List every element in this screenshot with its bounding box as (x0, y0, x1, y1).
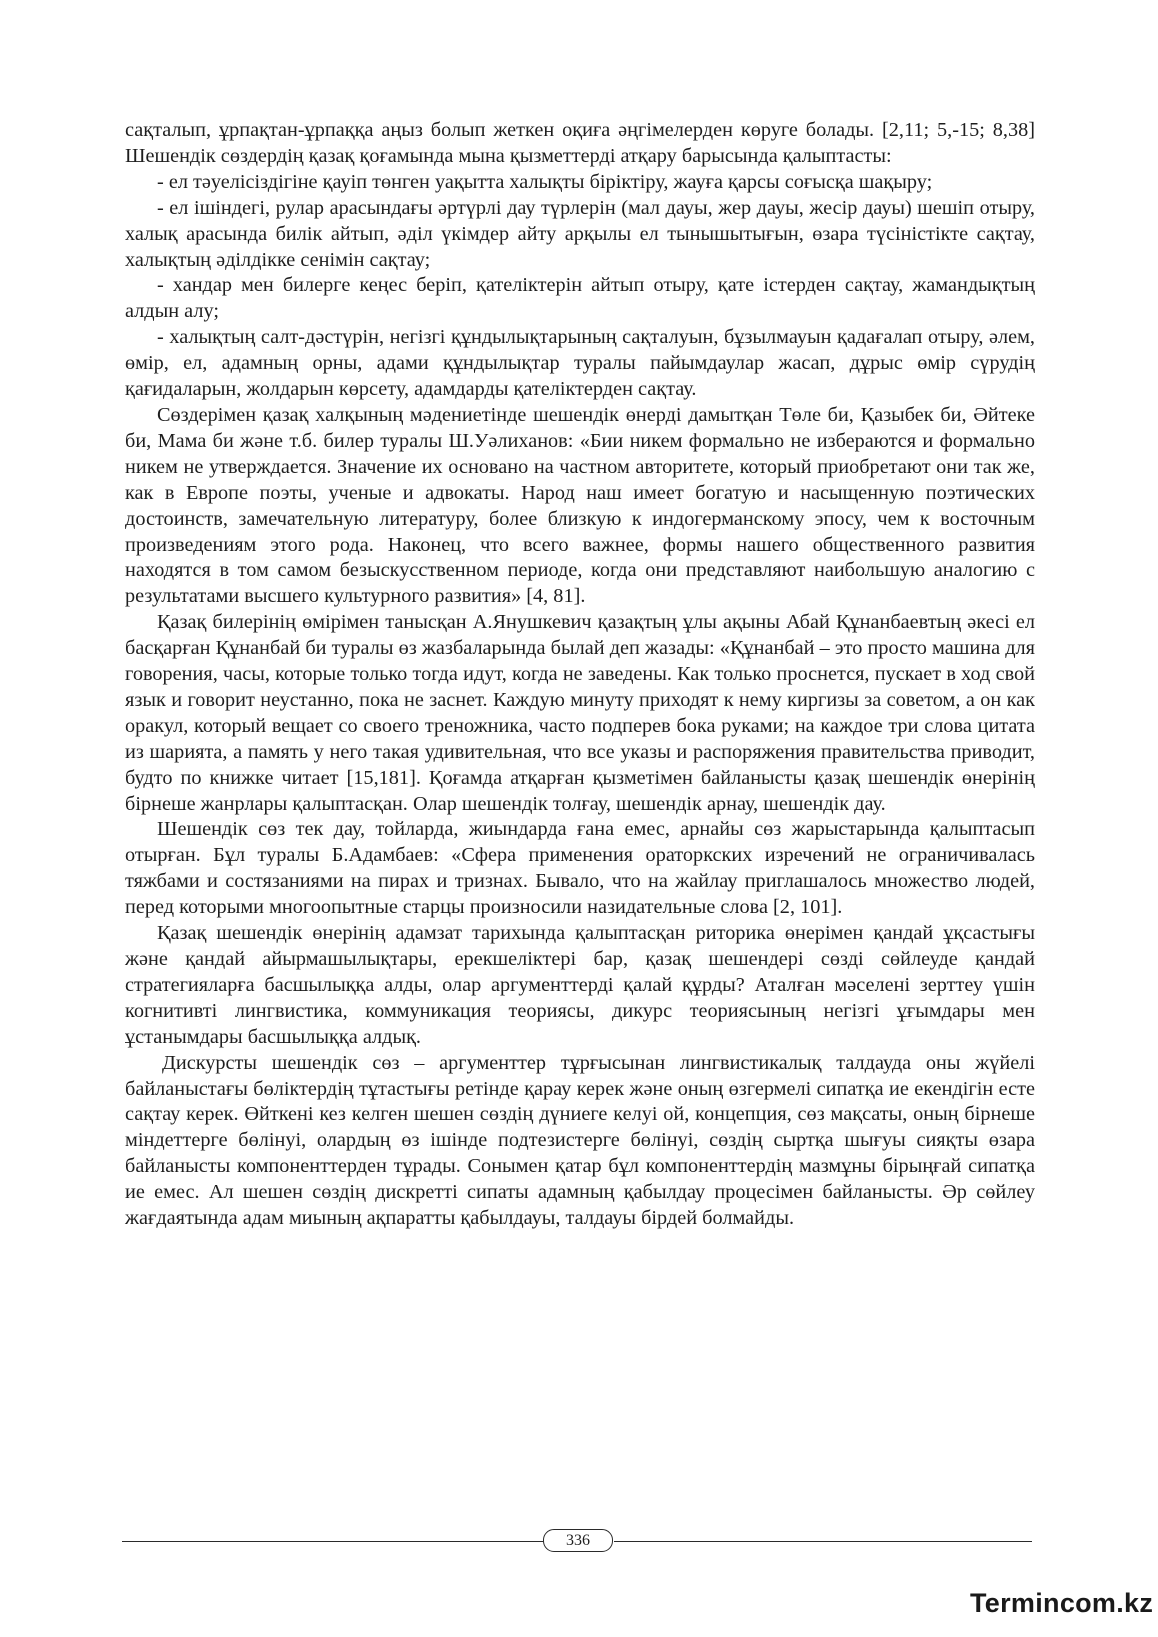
body-text (125, 118, 1035, 1232)
paragraph: Сөздерімен қазақ халқының мәдениетінде шешендік өнерді дамытқан Төле би, Қазыбек би, Әйтеке би, Мама би және т.б. билер туралы Ш.Уәлиханов: «Бии никем формально не избераются и формально никем не утверждается. Значение их основано на частном авторитете, который приобретают они так же, как в Европе поэты, ученые и адвокаты. Народ наш имеет богатую и насыщенную поэтических достоинств, замечательную литературу, более близкую к индогерманскому эпосу, чем к восточным произведениям этого рода. Наконец, что всего важнее, формы нашего общественного развития находятся в том самом безыскусственном периоде, когда они представляют наибольшую аналогию с результатами высшего культурного развития» [4, 81]. (125, 403, 1035, 608)
list-item: - ел тәуелісіздігіне қауіп төнген уақытта халықты біріктіру, жауға қарсы соғысқа шақыру; (157, 170, 933, 193)
list-item: - хандар мен билерге кеңес беріп, қателіктерін айтып отыру, қате істерден сақтау, жамандықтың алдын алу; (125, 274, 1035, 323)
paragraph: сақталып, ұрпақтан-ұрпаққа аңыз болып жеткен оқиға әңгімелерден көруге болады. [2,11; 5,-15; 8,38] Шешендік сөздердің қазақ қоғамында мына қызметтерді атқару барысында қалыптасты: (125, 119, 1035, 167)
watermark-logo (940, 1578, 1152, 1628)
paragraph: Шешендік сөз тек дау, тойларда, жиындарда ғана емес, арнайы сөз жарыстарында қалыптасып отырған. Бұл туралы Б.Адамбаев: «Сфера применения ораторкских изречений не ограничивалась тяжбами и состязаниями на пирах и тризнах. Бывало, что на жайлау приглашалось множество людей, перед которыми многоопытные старцы произносили назидательные слова [2, 101]. (125, 818, 1035, 919)
paragraph: Қазақ шешендік өнерінің адамзат тарихында қалыптасқан риторика өнерімен қандай ұқсастығы және қандай айырмашылықтары, ерекшеліктері бар, қазақ шешендері сөзді сөйлеуде қандай стратегияларға басшылыққа алды, олар аргументтерді қалай құрды? Аталған мәселені зерттеу үшін когнитивті лингвистика, коммуникация теориясы, дикурс теориясының негізгі ұғымдары мен ұстанымдары басшылыққа алдық. (125, 922, 1035, 1048)
page-number: 336 (543, 1529, 613, 1552)
footer-rule-right (614, 1541, 1032, 1542)
footer-rule-left (122, 1541, 544, 1542)
paragraph: Дискурсты шешендік сөз – аргументтер тұрғысынан лингвистикалық талдауда оны жүйелі байланыстағы бөліктердің тұтастығы ретінде қарау керек және оның өзгермелі сипатқа ие екендігін есте сақтау керек. Өйткені кез келген шешен сөздің дүниеге келуі ой, концепция, сөз мақсаты, оның бірнеше міндеттерге бөлінуі, олардың өз ішінде подтезистерге бөлінуі, сөздің сыртқа шығуы сияқты өзара байланысты компоненттерден тұрады. Сонымен қатар бұл компоненттердің мазмұны бірыңғай сипатқа ие емес. Ал шешен сөздің дискретті сипаты адамның қабылдау процесімен байланысты. Әр сөйлеу жағдаятында адам миының ақпаратты қабылдауы, талдауы бірдей болмайды. (125, 1051, 1035, 1230)
paragraph: Қазақ билерінің өмірімен танысқан А.Янушкевич қазақтың ұлы ақыны Абай Құнанбаевтың әкесі ел басқарған Құнанбай би туралы өз жазбаларында былай деп жазады: «Құнанбай – это просто машина для говорения, часы, которые только тогда идут, когда не заведены. Как только проснется, пускает в ход свой язык и говорит неустанно, пока не заснет. Каждую минуту приходят к нему киргизы за советом, а он как оракул, который вещает со своего треножника, часто подперев бока руками; на каждое три слова цитата из шариятa, а память у него такая удивительная, что все указы и распоряжения правительства приводит, будто по книжке читает [15,181]. Қоғамда атқарған қызметімен байланысты қазақ шешендік өнерінің бірнеше жанрлары қалыптасқан. Олар шешендік толғау, шешендік арнау, шешендік дау. (125, 611, 1035, 815)
list-item: - ел ішіндегі, рулар арасындағы әртүрлі дау түрлерін (мал дауы, жер дауы, жесір дауы) шешіп отыру, халық арасында билік айтып, әділ үкімдер айту арқылы ел тынышытығын, өзара түсіністікте сақтау, халықтың әділдікке сенімін сақтау; (125, 196, 1035, 271)
watermark-text: Termincom.kz (970, 1588, 1154, 1618)
list-item: - халықтың салт-дәстүрін, негізгі құндылықтарының сақталуын, бұзылмауын қадағалап отыру, әлем, өмір, ел, адамның орны, адами құндылықтар туралы пайымдаулар жасап, дұрыс өмір сүрудің қағидаларын, жолдарын көрсету, адамдарды қателіктерден сақтау. (125, 326, 1035, 401)
